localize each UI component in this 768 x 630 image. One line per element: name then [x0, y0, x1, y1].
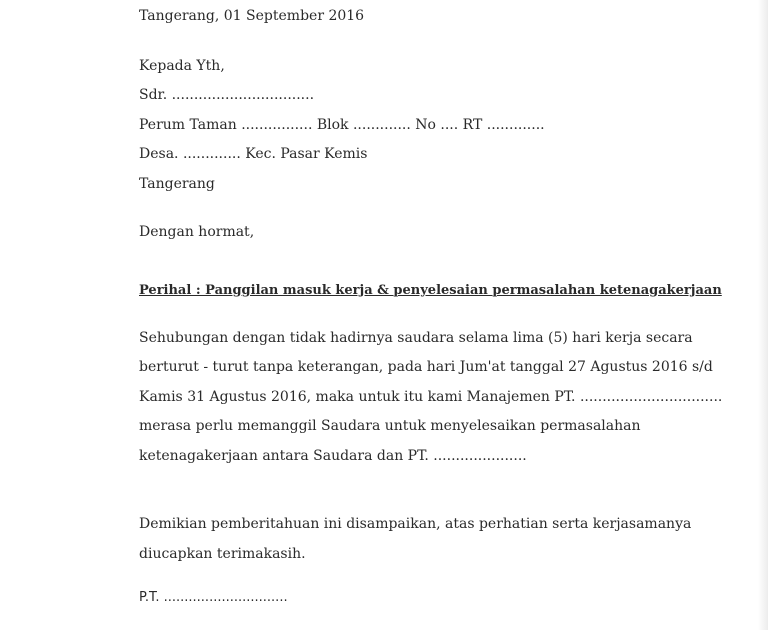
- recipient-name: Sdr. ................................: [139, 87, 315, 103]
- closing-line: Demikian pemberitahuan ini disampaikan, atas perhatian serta kerjasamanya: [139, 516, 692, 532]
- body-line: Kamis 31 Agustus 2016, maka untuk itu kami Manajemen PT. ................................: [139, 389, 723, 405]
- salutation: Dengan hormat,: [139, 224, 255, 240]
- closing-line: diucapkan terimakasih.: [139, 546, 306, 562]
- page-edge-shadow: [758, 0, 768, 630]
- body-line: ketenagakerjaan antara Saudara dan PT. .....................: [139, 448, 527, 464]
- place-date: Tangerang, 01 September 2016: [139, 8, 365, 24]
- recipient-greeting: Kepada Yth,: [139, 58, 225, 74]
- recipient-address-line2: Desa. ............. Kec. Pasar Kemis: [139, 146, 368, 162]
- subject-line: Perihal : Panggilan masuk kerja & penyelesaian permasalahan ketenagakerjaan: [139, 283, 722, 298]
- recipient-city: Tangerang: [139, 176, 215, 192]
- signature-company: P.T. ..............................: [139, 590, 288, 605]
- recipient-address-line1: Perum Taman ................ Blok ............. No .... RT .............: [139, 117, 545, 133]
- body-line: merasa perlu memanggil Saudara untuk menyelesaikan permasalahan: [139, 418, 641, 434]
- body-line: berturut - turut tanpa keterangan, pada hari Jum'at tanggal 27 Agustus 2016 s/d: [139, 359, 713, 375]
- body-line: Sehubungan dengan tidak hadirnya saudara selama lima (5) hari kerja secara: [139, 330, 693, 346]
